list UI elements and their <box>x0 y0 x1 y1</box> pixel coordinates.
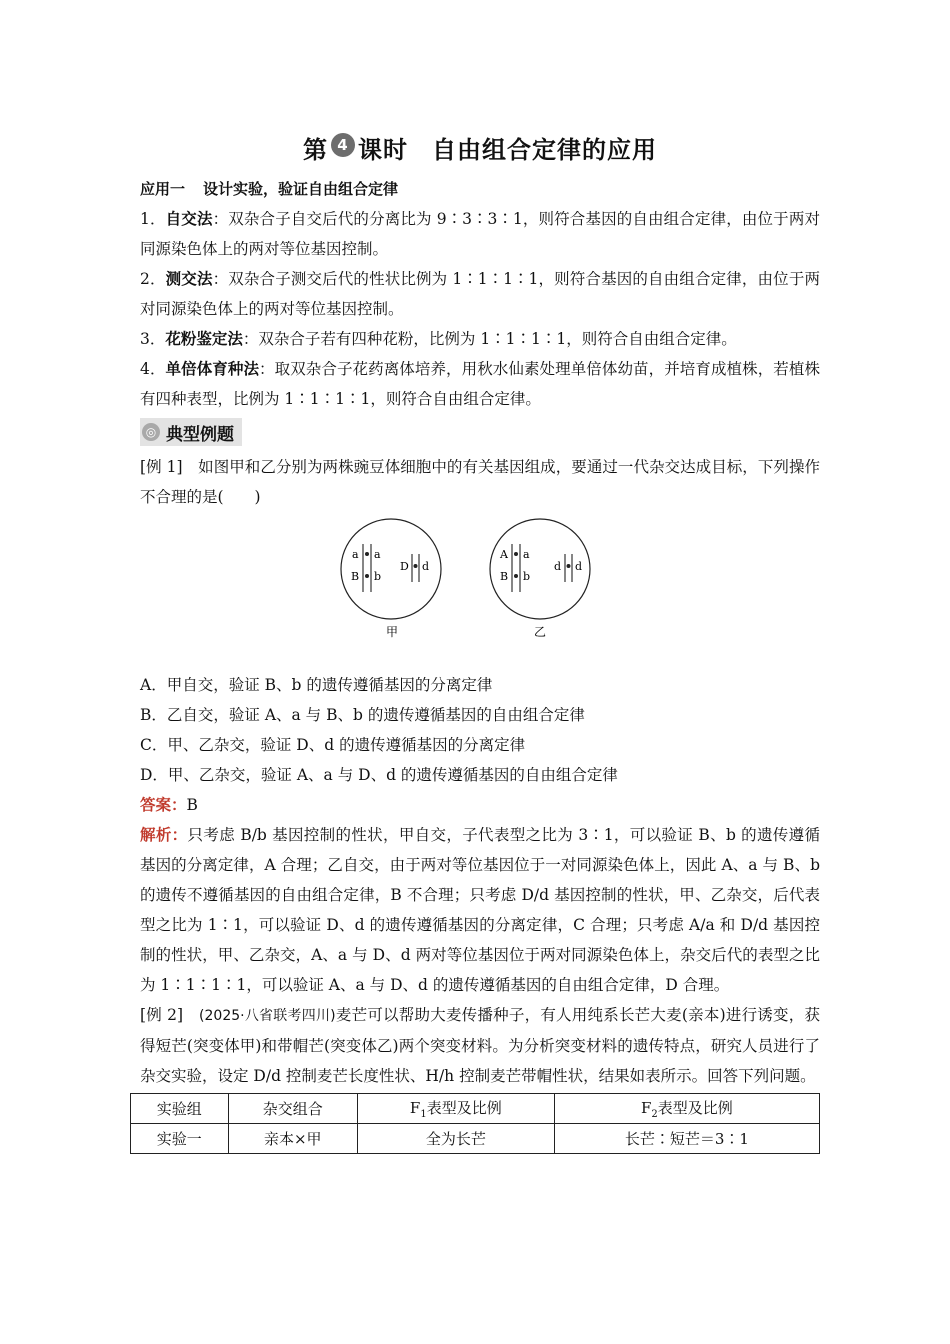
cell-figure <box>140 518 820 668</box>
table-header: $F_2$表型及比例 <box>554 1094 819 1124</box>
gene-label: d <box>575 560 583 573</box>
gene-label: A <box>500 548 508 561</box>
example2-question: [例 2] (2025·八省联考四川)麦芒可以帮助大麦传播种子，有人用纯系长芒大麦(亲本)进行诱变，获得短芒(突变体甲)和带帽芒(突变体乙)两个突变材料。为分析突变材料的遗传特点，研究人员进行了杂交实验，设定 D/d 控制麦芒长度性状、H/h 控制麦芒带帽性状，结果如表所示。回答下列问题。 <box>140 1006 820 1085</box>
title-prefix: 第 <box>303 136 328 164</box>
option-item: A．甲自交，验证 B、b 的遗传遵循基因的分离定律 <box>140 676 493 694</box>
gene-label: d <box>422 560 430 573</box>
gene-label: b <box>374 570 382 583</box>
title-suffix: 课时 <box>358 136 408 164</box>
table-row <box>131 1124 820 1154</box>
answer: 答案：B <box>140 796 198 814</box>
title-name: 自由组合定律的应用 <box>432 136 657 164</box>
method-item: 2．测交法：双杂合子测交后代的性状比例为 1∶1∶1∶1，则符合基因的自由组合定律，由位于两对同源染色体上的两对等位基因控制。 <box>140 270 820 318</box>
gene-label: D <box>400 560 409 573</box>
option-item: C．甲、乙杂交，验证 D、d 的遗传遵循基因的分离定律 <box>140 736 526 754</box>
cell-a-label: 甲 <box>386 625 399 639</box>
table-cell: 实验一 <box>131 1124 229 1154</box>
cell-b-label: 乙 <box>534 625 547 639</box>
document-page <box>140 128 820 1154</box>
option-item: D．甲、乙杂交，验证 A、a 与 D、d 的遗传遵循基因的自由组合定律 <box>140 766 618 784</box>
results-table <box>130 1093 820 1154</box>
example1-question: [例 1] 如图甲和乙分别为两株豌豆体细胞中的有关基因组成，要通过一代杂交达成目标，下列操作不合理的是( ) <box>140 458 820 506</box>
method-item: 3．花粉鉴定法：双杂合子若有四种花粉，比例为 1∶1∶1∶1，则符合自由组合定律。 <box>140 330 737 348</box>
banner-icon: ◎ <box>142 423 160 441</box>
gene-label: a <box>352 548 359 561</box>
method-item: 1．自交法：双杂合子自交后代的分离比为 9∶3∶3∶1，则符合基因的自由组合定律，由位于两对同源染色体上的两对等位基因控制。 <box>140 210 820 258</box>
gene-label: B <box>351 570 360 583</box>
gene-label: a <box>374 548 381 561</box>
analysis: 解析：只考虑 B/b 基因控制的性状，甲自交，子代表型之比为 3∶1，可以验证 B、b 的遗传遵循基因的分离定律，A 合理；乙自交，由于两对等位基因位于一对同源染色体上，因此 A、a 与 B、b 的遗传不遵循基因的自由组合定律，B 不合理；只考虑 D/d 基因控制的性状，甲、乙杂交，后代表型之比为 1∶1，可以验证 D、d 的遗传遵循基因的分离定律，C 合理；只考虑 A/a 和 D/d 基因控制的性状，甲、乙杂交，A、a 与 D、d 两对等位基因位于两对同源染色体上，杂交后代的表型之比为 1∶1∶1∶1，可以验证 A、a 与 D、d 的遗传遵循基因的自由组合定律，D 合理。 <box>140 826 820 994</box>
gene-label: b <box>523 570 531 583</box>
option-item: B．乙自交，验证 A、a 与 B、b 的遗传遵循基因的自由组合定律 <box>140 706 585 724</box>
gene-label: a <box>523 548 530 561</box>
section-heading: 应用一 设计实验，验证自由组合定律 <box>140 180 399 198</box>
page-title <box>140 128 820 172</box>
table-cell: 亲本×甲 <box>228 1124 357 1154</box>
gene-label: d <box>554 560 562 573</box>
table-header: $F_1$表型及比例 <box>357 1094 554 1124</box>
table-header: 实验组 <box>131 1094 229 1124</box>
method-item: 4．单倍体育种法：取双杂合子花药离体培养，用秋水仙素处理单倍体幼苗，并培育成植株，若植株有四种表型，比例为 1∶1∶1∶1，则符合自由组合定律。 <box>140 360 820 408</box>
table-cell: 全为长芒 <box>357 1124 554 1154</box>
gene-label: B <box>500 570 509 583</box>
table-header: 杂交组合 <box>228 1094 357 1124</box>
table-cell: 长芒∶短芒＝3∶1 <box>554 1124 819 1154</box>
lesson-number-badge: 4 <box>331 133 355 157</box>
typical-examples-banner: ◎ 典型例题 <box>140 418 242 446</box>
table-header-row <box>131 1094 820 1124</box>
